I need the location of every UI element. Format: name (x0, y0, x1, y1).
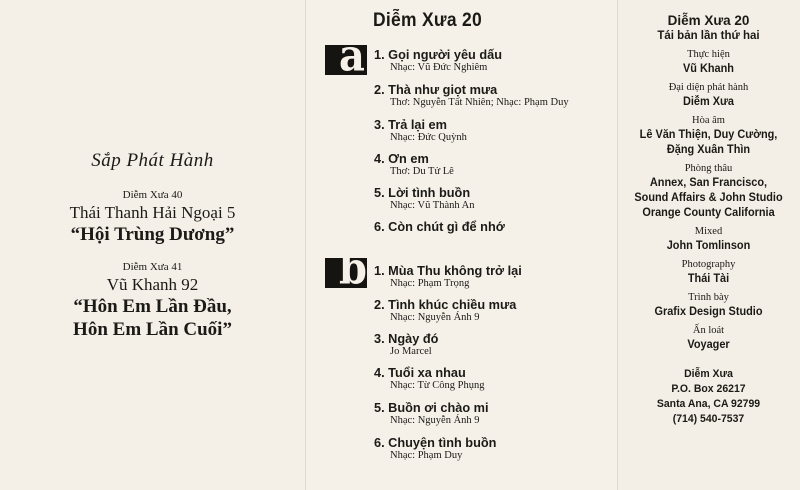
track-title: 3. Ngày đó (374, 331, 439, 346)
track-credit: Thơ: Nguyễn Tất Nhiên; Nhạc: Phạm Duy (390, 97, 569, 108)
credit-value: Thái Tài (687, 273, 730, 285)
credit-value: Grafix Design Studio (654, 306, 763, 318)
track-item (374, 219, 507, 234)
track-item (374, 400, 491, 427)
coming-soon-section (0, 150, 305, 355)
track-credit: Nhạc: Nguyễn Ánh 9 (390, 312, 480, 323)
track-credit: Thơ: Du Tử Lê (390, 166, 454, 177)
credit-value: Sound Affairs & John Studio (634, 192, 783, 204)
credit-value: Lê Văn Thiện, Duy Cường, (639, 129, 778, 141)
coming-soon-heading: Sắp Phát Hành (91, 150, 214, 171)
side-b-label: b (339, 242, 367, 295)
credits-section (617, 12, 800, 427)
track-title: 1. Gọi người yêu dấu (374, 47, 503, 62)
credit-value: Đặng Xuân Thìn (666, 144, 751, 156)
track-title: 3. Trả lại em (374, 117, 447, 132)
release-artist: Thái Thanh Hải Ngoại 5 (69, 203, 236, 222)
contact-line: Diễm Xưa (684, 368, 733, 380)
credit-label: Trình bày (688, 292, 729, 303)
release-title: “Hôn Em Lần Đầu, (73, 296, 232, 317)
track-item (374, 82, 569, 109)
release-item (0, 188, 305, 246)
contact-line: P.O. Box 26217 (671, 383, 746, 395)
track-credit: Nhạc: Phạm Duy (390, 450, 463, 461)
release-title: “Hội Trùng Dương” (70, 224, 235, 245)
fold-line (305, 0, 306, 490)
release-series: Diễm Xưa 40 (122, 189, 183, 201)
track-title: 6. Chuyện tình buồn (374, 435, 497, 450)
track-credit: Nhạc: Từ Công Phụng (390, 380, 485, 391)
contact-line: Santa Ana, CA 92799 (656, 398, 761, 410)
credit-label: Ấn loát (692, 325, 725, 336)
album-title: Diễm Xưa 20 (373, 10, 482, 31)
track-item (374, 331, 440, 358)
credit-label: Mixed (694, 226, 723, 237)
side-a-label: a (339, 29, 365, 82)
credit-label: Thực hiện (687, 49, 730, 60)
credit-label: Đại diện phát hành (668, 82, 749, 93)
track-credit: Nhạc: Nguyễn Ánh 9 (390, 415, 480, 426)
side-b-badge (325, 242, 367, 295)
track-credit: Nhạc: Phạm Trọng (390, 278, 470, 289)
credit-value: Voyager (687, 339, 730, 351)
credit-value: Diễm Xưa (682, 96, 735, 108)
credit-label: Photography (681, 259, 736, 270)
track-item (374, 435, 499, 462)
release-series: Diễm Xưa 41 (122, 261, 183, 273)
contact-line: (714) 540-7537 (672, 413, 745, 425)
track-item (374, 185, 474, 212)
release-artist: Vũ Khanh 92 (106, 275, 199, 294)
track-title: 4. Tuổi xa nhau (374, 365, 466, 380)
track-credit: Jo Marcel (390, 346, 432, 357)
credit-value: Orange County California (642, 207, 775, 219)
side-a-badge (325, 29, 367, 82)
track-item (374, 47, 505, 74)
track-item (374, 151, 454, 178)
credit-label: Phòng thâu (684, 163, 733, 174)
track-item (374, 297, 519, 324)
track-item (374, 263, 525, 290)
track-title: 5. Buồn ơi chào mi (374, 400, 489, 415)
track-credit: Nhạc: Vũ Đức Nghiêm (390, 62, 488, 73)
release-item (0, 260, 305, 341)
track-title: 2. Thà như giọt mưa (374, 82, 498, 97)
credit-value: John Tomlinson (666, 240, 751, 252)
track-item (374, 117, 467, 144)
credits-album-title: Diễm Xưa 20 (667, 13, 750, 28)
track-title: 1. Mùa Thu không trở lại (374, 263, 522, 278)
track-title: 4. Ơn em (374, 151, 429, 166)
track-credit: Nhạc: Vũ Thành An (390, 200, 475, 211)
track-title: 6. Còn chút gì để nhớ (374, 219, 505, 234)
track-title: 2. Tình khúc chiều mưa (374, 297, 517, 312)
credits-subtitle: Tái bản lần thứ hai (657, 30, 760, 42)
track-credit: Nhạc: Đức Quỳnh (390, 132, 467, 143)
credit-value: Vũ Khanh (682, 63, 734, 75)
credit-label: Hòa âm (692, 115, 725, 126)
track-item (374, 365, 484, 392)
credit-value: Annex, San Francisco, (649, 177, 768, 189)
track-title: 5. Lời tình buồn (374, 185, 471, 200)
release-title: Hôn Em Lần Cuối” (73, 319, 232, 340)
